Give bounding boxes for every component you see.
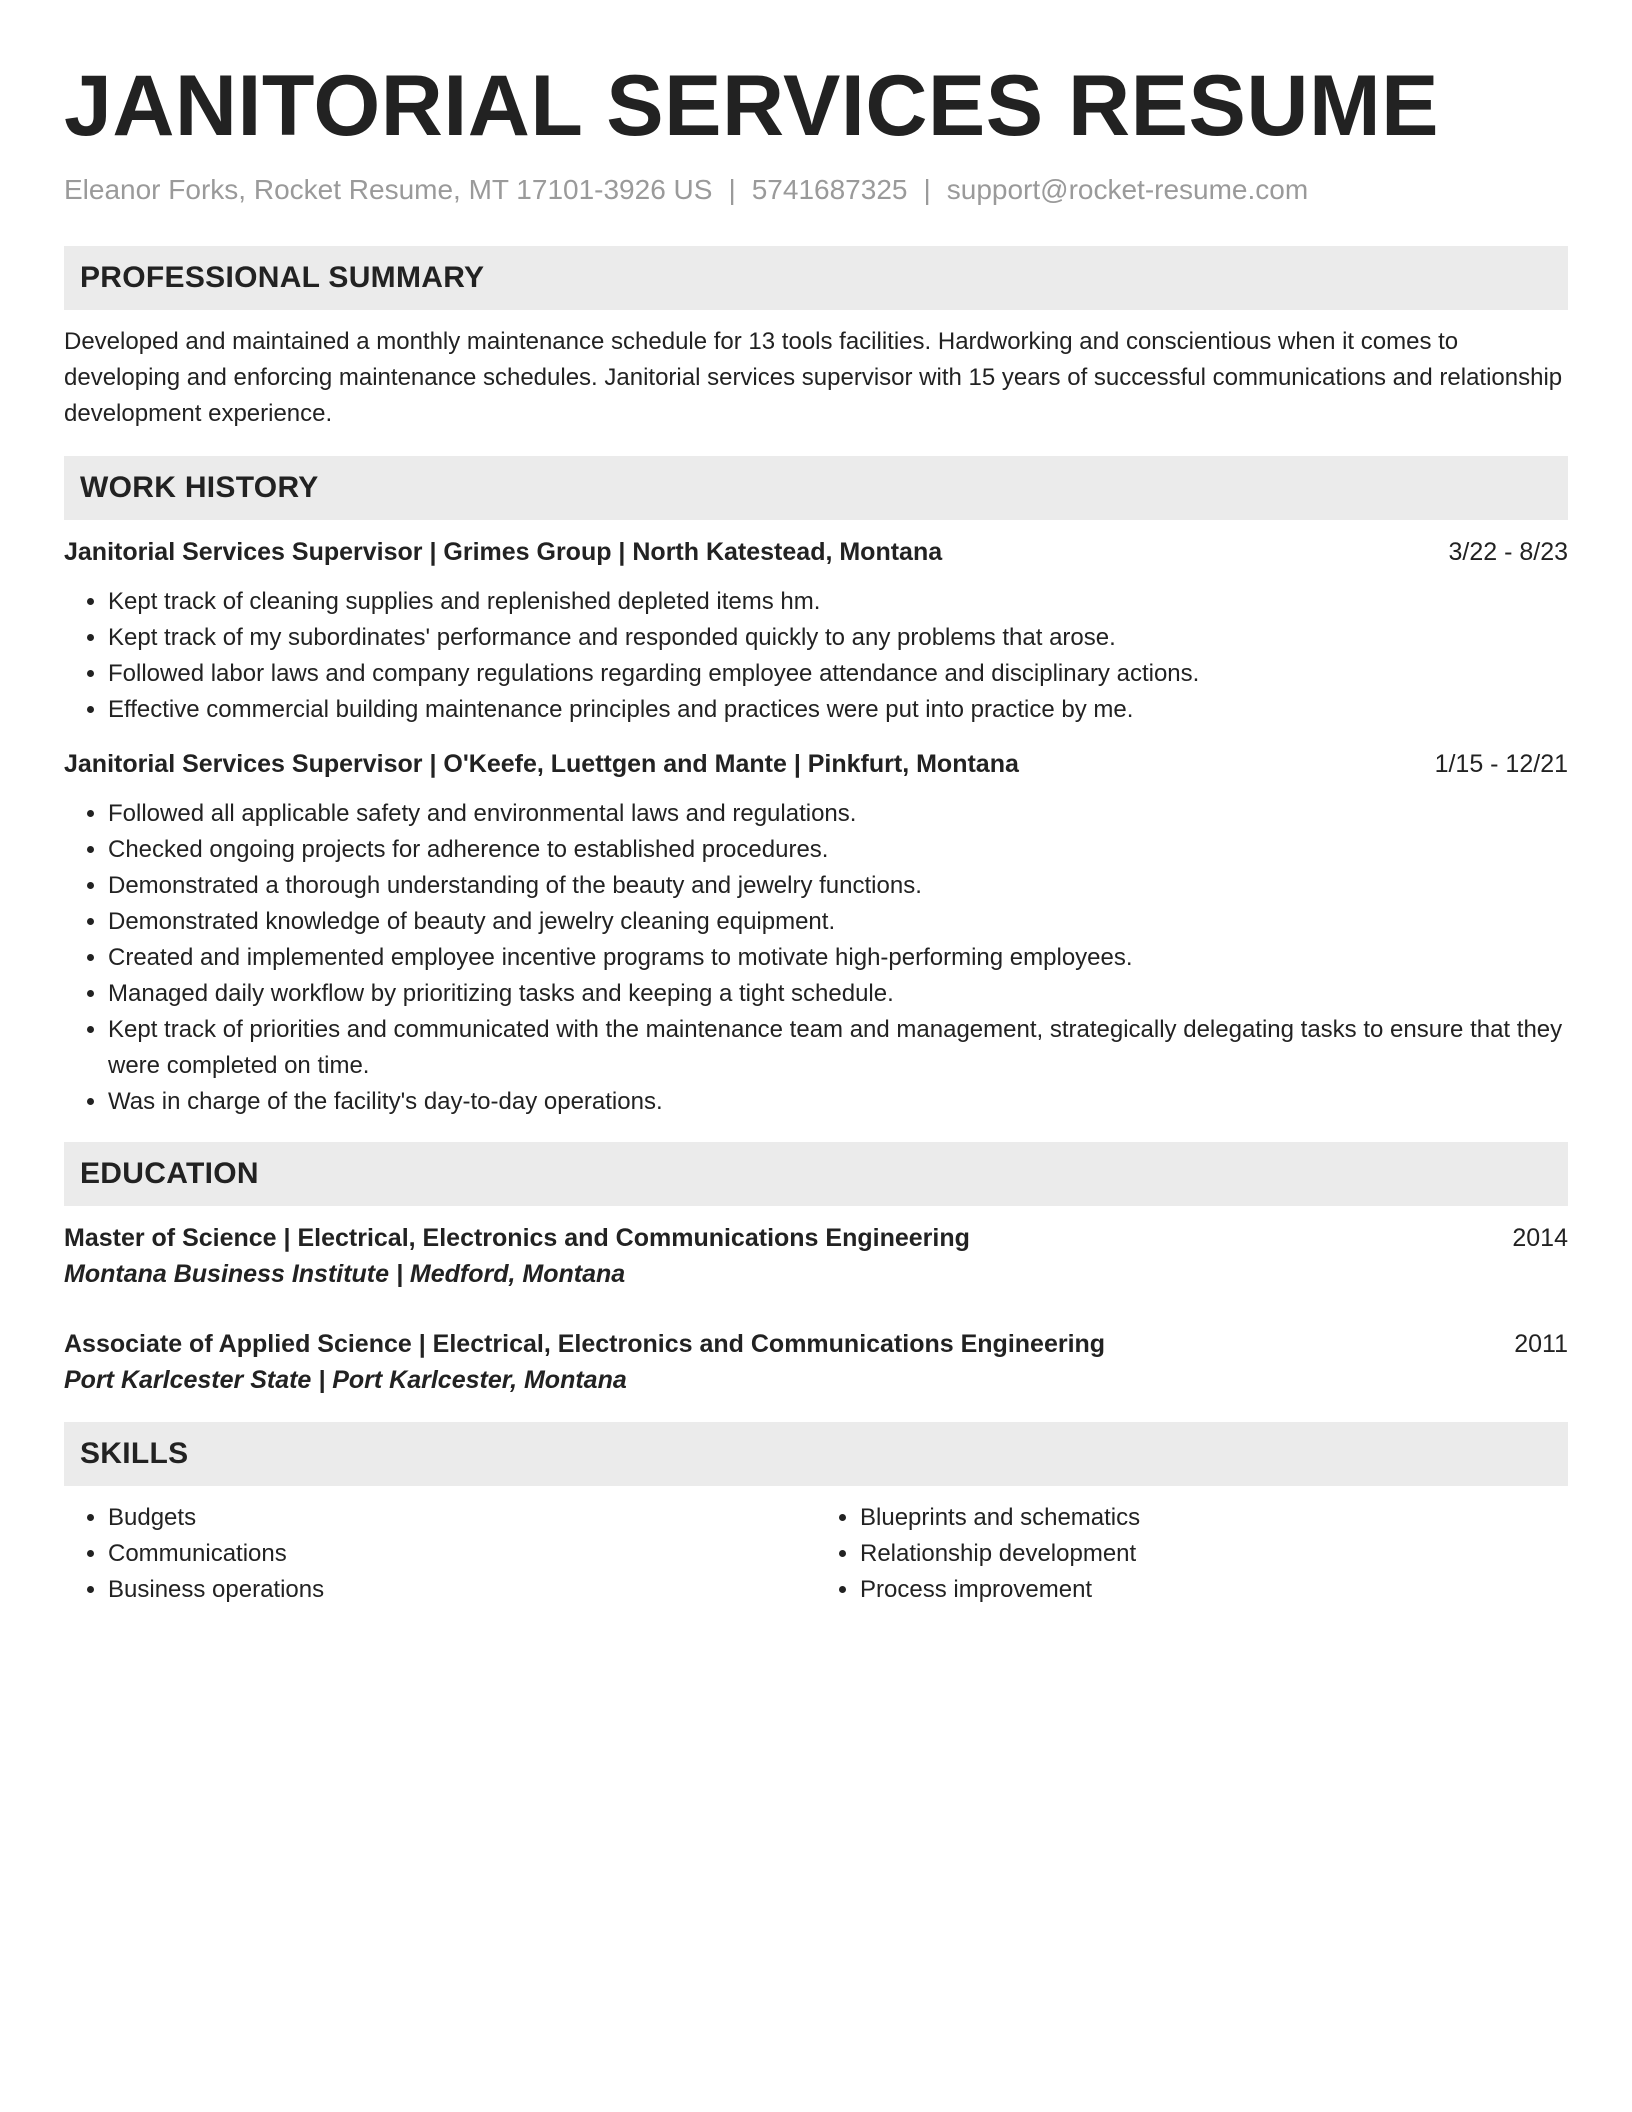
education-entry bbox=[64, 1220, 1568, 1292]
contact-line bbox=[64, 172, 1568, 208]
job-bullet: • Kept track of priorities and communicated with the maintenance team and management, strategically delegating tasks to ensure that they were completed on time. bbox=[108, 1012, 1568, 1084]
skill-item: • Communications bbox=[108, 1536, 816, 1572]
education-degree: Master of Science | Electrical, Electronics and Communications Engineering bbox=[64, 1224, 970, 1252]
job-bullet: • Demonstrated a thorough understanding of the beauty and jewelry functions. bbox=[108, 868, 1568, 904]
job-title: Janitorial Services Supervisor | Grimes Group | North Katestead, Montana bbox=[64, 538, 943, 566]
job-bullet: • Created and implemented employee incentive programs to motivate high-performing employees. bbox=[108, 940, 1568, 976]
job-bullet: • Followed all applicable safety and environmental laws and regulations. bbox=[108, 796, 1568, 832]
job-bullet: • Kept track of my subordinates' performance and responded quickly to any problems that arose. bbox=[108, 620, 1568, 656]
education-year: 2011 bbox=[1514, 1330, 1568, 1358]
job-bullet: • Kept track of cleaning supplies and replenished depleted items hm. bbox=[108, 584, 1568, 620]
section-header-summary: PROFESSIONAL SUMMARY bbox=[64, 246, 1568, 310]
job-dates: 1/15 - 12/21 bbox=[1434, 750, 1568, 778]
skill-item: • Business operations bbox=[108, 1572, 816, 1608]
job-bullet: • Was in charge of the facility's day-to-day operations. bbox=[108, 1084, 1568, 1120]
contact-separator: | bbox=[923, 174, 931, 205]
education-school: Montana Business Institute | Medford, Montana bbox=[64, 1260, 626, 1288]
job-bullet: • Checked ongoing projects for adherence to established procedures. bbox=[108, 832, 1568, 868]
skill-item: • Relationship development bbox=[860, 1536, 1568, 1572]
education-school: Port Karlcester State | Port Karlcester, Montana bbox=[64, 1366, 627, 1394]
job-entry bbox=[64, 534, 1568, 728]
skill-item: • Process improvement bbox=[860, 1572, 1568, 1608]
job-header bbox=[64, 746, 1568, 782]
job-title: Janitorial Services Supervisor | O'Keefe, Luettgen and Mante | Pinkfurt, Montana bbox=[64, 750, 1019, 778]
contact-separator: | bbox=[728, 174, 736, 205]
skill-item: • Blueprints and schematics bbox=[860, 1500, 1568, 1536]
job-bullet: • Followed labor laws and company regulations regarding employee attendance and disciplinary actions. bbox=[108, 656, 1568, 692]
education-degree: Associate of Applied Science | Electrical, Electronics and Communications Engineering bbox=[64, 1330, 1106, 1358]
section-header-work-history: WORK HISTORY bbox=[64, 456, 1568, 520]
contact-address: Eleanor Forks, Rocket Resume, MT 17101-3926 US bbox=[64, 174, 713, 205]
education-header bbox=[64, 1220, 1568, 1256]
job-bullet: • Demonstrated knowledge of beauty and jewelry cleaning equipment. bbox=[108, 904, 1568, 940]
job-header bbox=[64, 534, 1568, 570]
section-header-skills: SKILLS bbox=[64, 1422, 1568, 1486]
education-year: 2014 bbox=[1512, 1224, 1568, 1252]
resume-title: JANITORIAL SERVICES RESUME bbox=[64, 58, 1439, 154]
skills-column-left bbox=[64, 1500, 816, 1608]
skills-column-right bbox=[816, 1500, 1568, 1608]
contact-email: support@rocket-resume.com bbox=[946, 174, 1309, 205]
education-header bbox=[64, 1326, 1568, 1362]
summary-text: Developed and maintained a monthly maintenance schedule for 13 tools facilities. Hardworking and conscientious when it comes to developing and enforcing maintenance schedules. Janitorial services supervisor with 15 years of successful communications and relationship development experience. bbox=[64, 328, 1563, 427]
contact-phone: 5741687325 bbox=[751, 174, 908, 205]
job-bullet: • Effective commercial building maintenance principles and practices were put into practice by me. bbox=[108, 692, 1568, 728]
job-dates: 3/22 - 8/23 bbox=[1448, 538, 1568, 566]
job-entry bbox=[64, 746, 1568, 1120]
skills-list bbox=[64, 1500, 1568, 1608]
skill-item: • Budgets bbox=[108, 1500, 816, 1536]
job-bullets bbox=[64, 796, 1568, 1120]
job-bullets bbox=[64, 584, 1568, 728]
section-header-education: EDUCATION bbox=[64, 1142, 1568, 1206]
job-bullet: • Managed daily workflow by prioritizing tasks and keeping a tight schedule. bbox=[108, 976, 1568, 1012]
education-entry bbox=[64, 1326, 1568, 1398]
